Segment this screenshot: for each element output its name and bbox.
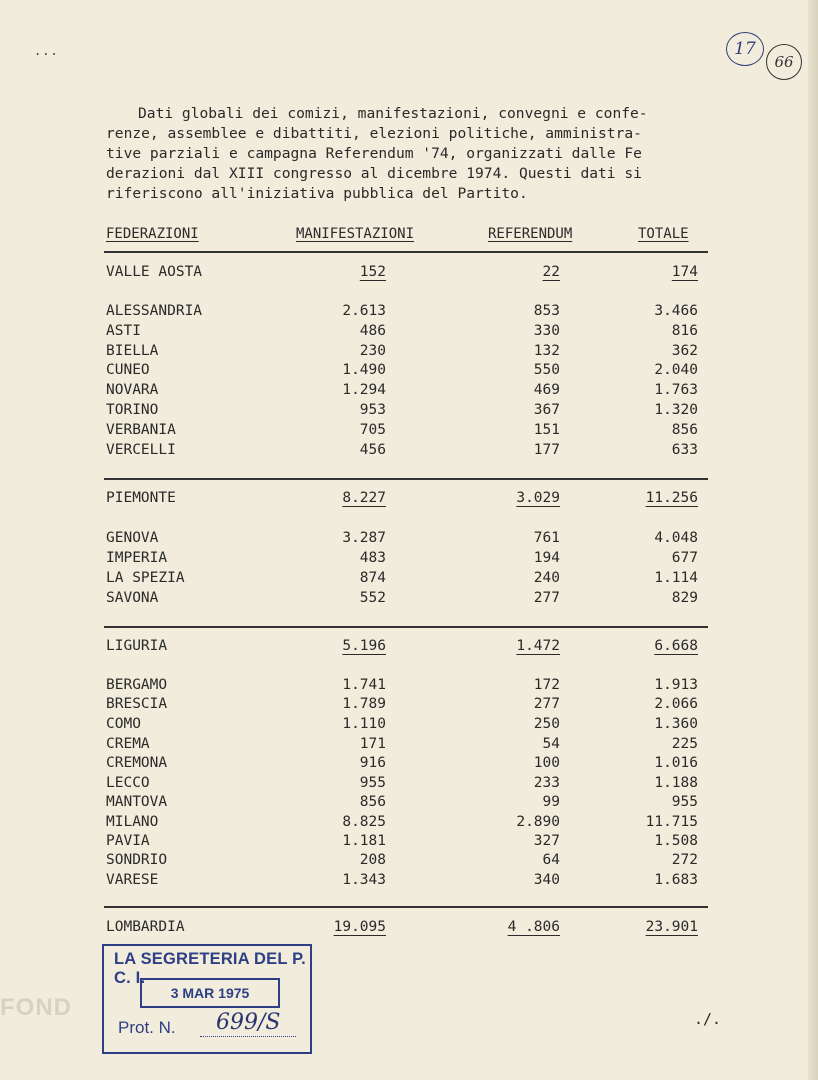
- table-row: [0, 588, 818, 608]
- intro-paragraph: [106, 104, 726, 204]
- row-federazione: TORINO: [106, 402, 159, 418]
- row-totale: 1.913: [654, 677, 698, 693]
- row-manifestazioni: 1.741: [342, 677, 386, 693]
- intro-line: derazioni dal XIII congresso al dicembre 1974. Questi dati si: [106, 165, 642, 182]
- intro-line: riferiscono all'iniziativa pubblica del Partito.: [106, 185, 528, 202]
- row-manifestazioni: 874: [359, 570, 386, 586]
- section-rule: [104, 906, 708, 908]
- row-totale: 1.763: [654, 382, 698, 398]
- row-totale: 3.466: [654, 303, 698, 319]
- row-manifestazioni: 1.343: [342, 872, 386, 888]
- row-manifestazioni: 1.490: [342, 362, 386, 378]
- row-manifestazioni: 208: [359, 852, 386, 868]
- row-totale: 11.256: [645, 490, 698, 506]
- table-row: [0, 341, 818, 361]
- row-manifestazioni: 483: [359, 550, 386, 566]
- row-federazione: CREMA: [106, 736, 150, 752]
- row-manifestazioni: 3.287: [342, 530, 386, 546]
- row-referendum: 4 .806: [507, 919, 560, 935]
- row-manifestazioni: 19.095: [333, 919, 386, 935]
- row-referendum: 853: [533, 303, 560, 319]
- row-federazione: CREMONA: [106, 755, 168, 771]
- row-manifestazioni: 8.227: [342, 490, 386, 506]
- row-totale: 1.360: [654, 716, 698, 732]
- row-referendum: 54: [542, 736, 560, 752]
- row-referendum: 250: [533, 716, 560, 732]
- row-referendum: 3.029: [516, 490, 560, 506]
- continuation-mark: ./.: [694, 1010, 722, 1028]
- row-federazione: SONDRIO: [106, 852, 168, 868]
- table-row: [0, 380, 818, 400]
- intro-line: renze, assemblee e dibattiti, elezioni politiche, amministra-: [106, 125, 642, 142]
- row-referendum: 22: [542, 264, 560, 280]
- row-federazione: LECCO: [106, 775, 150, 791]
- table-row: [0, 262, 818, 282]
- table-row: [0, 870, 818, 890]
- row-federazione: VALLE AOSTA: [106, 264, 203, 280]
- row-referendum: 194: [533, 550, 560, 566]
- row-federazione: GENOVA: [106, 530, 159, 546]
- row-totale: 829: [671, 590, 698, 606]
- row-federazione: VARESE: [106, 872, 159, 888]
- row-totale: 856: [671, 422, 698, 438]
- row-totale: 4.048: [654, 530, 698, 546]
- row-referendum: 469: [533, 382, 560, 398]
- row-referendum: 151: [533, 422, 560, 438]
- row-federazione: BRESCIA: [106, 696, 168, 712]
- protocol-stamp: [102, 944, 312, 1054]
- stamp-dotted-line: [200, 1036, 296, 1037]
- table-row: [0, 301, 818, 321]
- intro-line: Dati globali dei comizi, manifestazioni, convegni e confe-: [138, 105, 648, 122]
- row-totale: 2.066: [654, 696, 698, 712]
- row-referendum: 340: [533, 872, 560, 888]
- table-row: [0, 850, 818, 870]
- row-federazione: VERCELLI: [106, 442, 176, 458]
- row-manifestazioni: 486: [359, 323, 386, 339]
- row-referendum: 64: [542, 852, 560, 868]
- table-header: [0, 226, 818, 246]
- row-manifestazioni: 1.789: [342, 696, 386, 712]
- row-totale: 174: [671, 264, 698, 280]
- row-manifestazioni: 916: [359, 755, 386, 771]
- row-manifestazioni: 856: [359, 794, 386, 810]
- table-row: [0, 734, 818, 754]
- row-totale: 1.016: [654, 755, 698, 771]
- row-federazione: MILANO: [106, 814, 159, 830]
- row-totale: 2.040: [654, 362, 698, 378]
- section-rule: [104, 478, 708, 480]
- row-manifestazioni: 152: [359, 264, 386, 280]
- row-federazione: BIELLA: [106, 343, 159, 359]
- row-totale: 1.683: [654, 872, 698, 888]
- row-federazione: ALESSANDRIA: [106, 303, 203, 319]
- row-manifestazioni: 705: [359, 422, 386, 438]
- header-rule: [104, 251, 708, 253]
- row-totale: 1.320: [654, 402, 698, 418]
- row-federazione: COMO: [106, 716, 141, 732]
- row-manifestazioni: 8.825: [342, 814, 386, 830]
- row-manifestazioni: 171: [359, 736, 386, 752]
- stamp-prot-label: Prot. N.: [118, 1018, 176, 1037]
- table-row: [0, 675, 818, 695]
- row-federazione: PIEMONTE: [106, 490, 176, 506]
- row-totale: 362: [671, 343, 698, 359]
- row-manifestazioni: 955: [359, 775, 386, 791]
- row-manifestazioni: 1.294: [342, 382, 386, 398]
- row-referendum: 132: [533, 343, 560, 359]
- table-row: [0, 753, 818, 773]
- table-row: [0, 812, 818, 832]
- handwritten-page-number: 17: [726, 32, 764, 66]
- row-federazione: ASTI: [106, 323, 141, 339]
- row-manifestazioni: 1.110: [342, 716, 386, 732]
- row-totale: 225: [671, 736, 698, 752]
- row-referendum: 233: [533, 775, 560, 791]
- row-referendum: 327: [533, 833, 560, 849]
- row-totale: 6.668: [654, 638, 698, 654]
- table-row: [0, 831, 818, 851]
- stamp-date: 3 MAR 1975: [140, 978, 280, 1008]
- row-referendum: 277: [533, 696, 560, 712]
- row-referendum: 2.890: [516, 814, 560, 830]
- row-manifestazioni: 456: [359, 442, 386, 458]
- header-referendum: REFERENDUM: [488, 226, 573, 242]
- row-referendum: 172: [533, 677, 560, 693]
- table-row: [0, 488, 818, 508]
- table-row: [0, 568, 818, 588]
- table-row: [0, 360, 818, 380]
- row-federazione: MANTOVA: [106, 794, 168, 810]
- row-totale: 1.114: [654, 570, 698, 586]
- header-manifestazioni: MANIFESTAZIONI: [296, 226, 415, 242]
- table-row: [0, 548, 818, 568]
- row-manifestazioni: 953: [359, 402, 386, 418]
- row-totale: 955: [671, 794, 698, 810]
- row-referendum: 330: [533, 323, 560, 339]
- row-totale: 272: [671, 852, 698, 868]
- table-row: [0, 440, 818, 460]
- table-row: [0, 636, 818, 656]
- archive-watermark: FOND: [0, 994, 72, 1021]
- row-federazione: VERBANIA: [106, 422, 176, 438]
- row-referendum: 99: [542, 794, 560, 810]
- row-federazione: CUNEO: [106, 362, 150, 378]
- intro-line: tive parziali e campagna Referendum '74, organizzati dalle Fe: [106, 145, 642, 162]
- row-federazione: NOVARA: [106, 382, 159, 398]
- header-totale: TOTALE: [638, 226, 689, 242]
- row-manifestazioni: 230: [359, 343, 386, 359]
- row-federazione: LA SPEZIA: [106, 570, 185, 586]
- row-federazione: BERGAMO: [106, 677, 168, 693]
- row-referendum: 367: [533, 402, 560, 418]
- row-totale: 1.508: [654, 833, 698, 849]
- row-manifestazioni: 552: [359, 590, 386, 606]
- corner-mark: ...: [34, 44, 59, 58]
- row-referendum: 277: [533, 590, 560, 606]
- row-federazione: LOMBARDIA: [106, 919, 185, 935]
- stamp-prot-number: 699/S: [216, 1010, 281, 1035]
- row-manifestazioni: 2.613: [342, 303, 386, 319]
- row-referendum: 100: [533, 755, 560, 771]
- row-federazione: SAVONA: [106, 590, 159, 606]
- stamp-title: LA SEGRETERIA DEL P. C. I.: [114, 950, 306, 987]
- row-totale: 677: [671, 550, 698, 566]
- row-federazione: LIGURIA: [106, 638, 168, 654]
- table-row: [0, 773, 818, 793]
- table-row: [0, 917, 818, 937]
- row-referendum: 177: [533, 442, 560, 458]
- table-row: [0, 792, 818, 812]
- table-row: [0, 714, 818, 734]
- row-totale: 11.715: [645, 814, 698, 830]
- row-referendum: 1.472: [516, 638, 560, 654]
- row-federazione: PAVIA: [106, 833, 150, 849]
- table-row: [0, 420, 818, 440]
- row-totale: 1.188: [654, 775, 698, 791]
- row-manifestazioni: 5.196: [342, 638, 386, 654]
- row-referendum: 240: [533, 570, 560, 586]
- table-row: [0, 321, 818, 341]
- row-totale: 633: [671, 442, 698, 458]
- row-manifestazioni: 1.181: [342, 833, 386, 849]
- section-rule: [104, 626, 708, 628]
- circled-page-number: 66: [766, 44, 802, 80]
- row-referendum: 761: [533, 530, 560, 546]
- header-federazioni: FEDERAZIONI: [106, 226, 199, 242]
- table-row: [0, 528, 818, 548]
- row-totale: 23.901: [645, 919, 698, 935]
- row-totale: 816: [671, 323, 698, 339]
- table-row: [0, 400, 818, 420]
- row-federazione: IMPERIA: [106, 550, 168, 566]
- table-row: [0, 694, 818, 714]
- row-referendum: 550: [533, 362, 560, 378]
